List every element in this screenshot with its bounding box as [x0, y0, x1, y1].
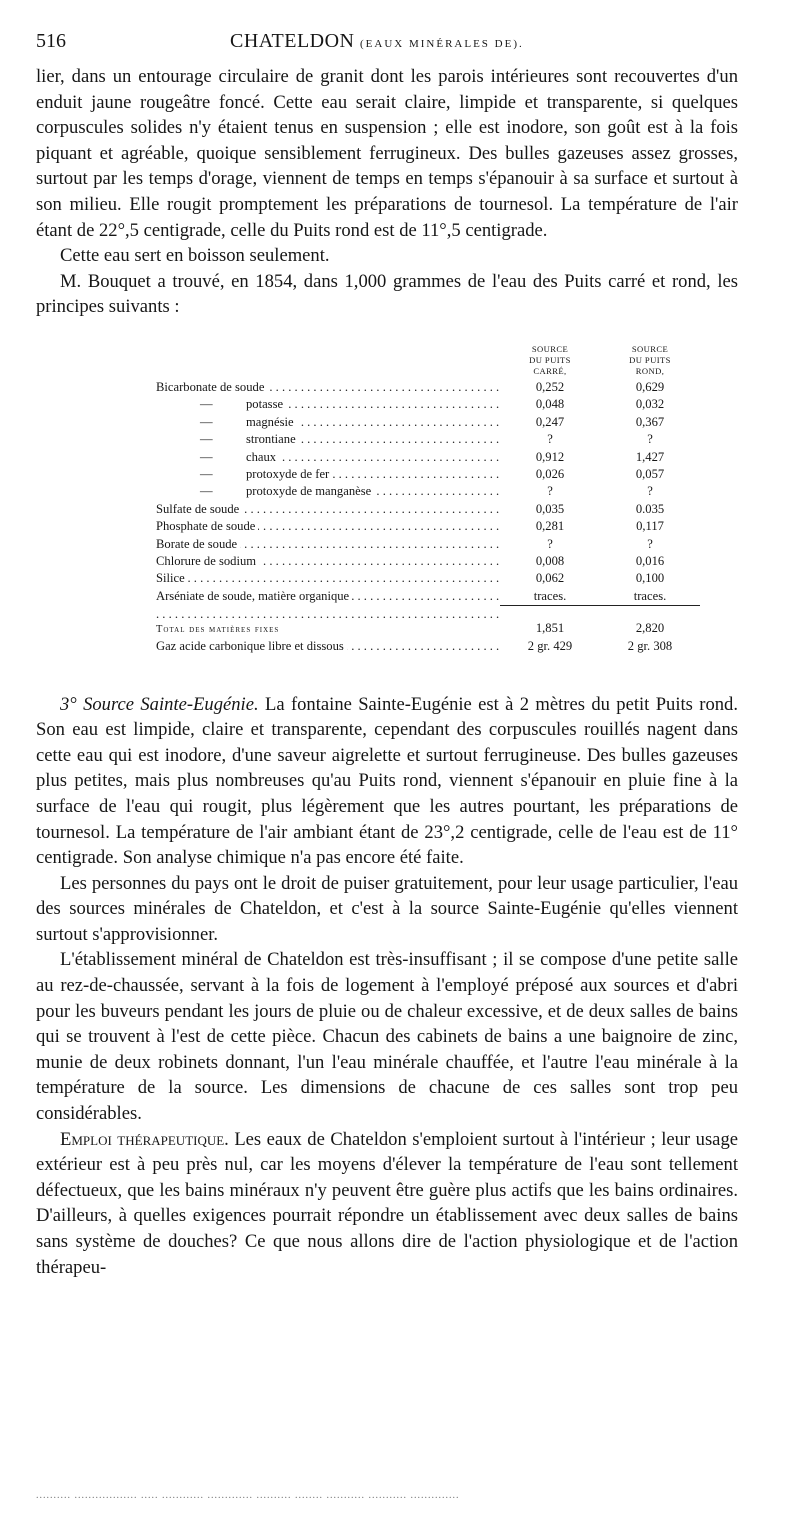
value-puits-carre: 0,281 [535, 519, 565, 534]
running-title [230, 30, 524, 53]
table-total-row [156, 606, 700, 638]
value-puits-carre: ? [547, 536, 553, 551]
value-puits-rond: ? [647, 432, 653, 447]
column-header-puits-carre: SOURCE DU PUITS CARRÉ, [529, 343, 571, 376]
running-title-sub: (EAUX MINÉRALES DE). [360, 38, 524, 50]
row-label-text: Silice [156, 571, 185, 586]
row-label-text: Borate de soude [156, 536, 238, 551]
value-puits-rond: 0,100 [635, 571, 665, 586]
row-label [156, 536, 500, 553]
value-puits-rond: 0.035 [635, 501, 665, 516]
paragraph-usage: Cette eau sert en boisson seulement. [60, 245, 330, 267]
row-label-text: potasse [246, 397, 284, 412]
row-label [156, 396, 500, 413]
row-label-text: protoxyde de fer [246, 466, 330, 481]
value-puits-rond: 2,820 [600, 606, 700, 638]
row-label [156, 466, 500, 483]
table-row [156, 431, 700, 448]
emploi-text: Les eaux de Chateldon s'emploient surtout à l'intérieur ; leur usage extérieur est à peu près nul, car les moyens d'élever la température de l'eau sont tellement défectueux, que les bains minéraux n'y peuvent être guère plus actifs que les bains ordinaires. D'ailleurs, à quelles exigences pourrait répondre un établissement avec deux salles de bains sans système de douches? Ce que nous allons dire de l'action physiologique et de l'action thérapeu- [36, 1128, 738, 1278]
value-puits-carre: 0,026 [535, 466, 565, 481]
row-label [156, 638, 500, 655]
ditto-dash: — [200, 466, 213, 481]
row-label-text: Gaz acide carbonique libre et dissous [156, 639, 344, 654]
value-puits-rond: 0,629 [635, 379, 665, 394]
running-title-main: CHATELDON [230, 30, 355, 52]
row-label-text: Sulfate de soude [156, 501, 240, 516]
value-puits-carre: 0,252 [535, 379, 565, 394]
table-row [156, 553, 700, 570]
row-label [156, 588, 500, 606]
table-body [156, 379, 700, 656]
table-row [156, 501, 700, 518]
value-puits-carre: 0,035 [535, 501, 565, 516]
row-label [156, 414, 500, 431]
value-puits-rond: 2 gr. 308 [627, 639, 673, 654]
table-row [156, 466, 700, 483]
value-puits-rond: 0,117 [636, 519, 664, 534]
ditto-dash: — [200, 432, 213, 447]
table-gas-row [156, 638, 700, 655]
ditto-dash: — [200, 414, 213, 429]
value-puits-carre: 0,048 [535, 397, 565, 412]
row-label-text: chaux [246, 449, 277, 464]
row-label-text: Bicarbonate de soude [156, 379, 265, 394]
paragraph-continuation: lier, dans un entourage circulaire de granit dont les parois intérieures sont recouvertes d'un enduit jaune rougeâtre foncé. Cette eau serait claire, limpide et transparente, si quelques corpuscules solides n'y étaient tenus en suspension ; elle est inodore, son goût est à la fois piquant et agréable, quoique sensiblement ferrugineux. Des bulles gazeuses assez grosses, surtout par les temps d'orage, viennent de temps en temps s'épanouir à sa surface et surtout à son milieu. Elle rougit promptement les préparations de tournesol. La température de l'air étant de 22°,5 centigrade, celle du Puits rond est de 11°,5 centigrade. [36, 66, 738, 241]
value-puits-carre: 0,912 [535, 449, 565, 464]
paragraph-analysis-intro: M. Bouquet a trouvé, en 1854, dans 1,000 grammes de l'eau des Puits carré et rond, les principes suivants : [36, 270, 738, 318]
section-sainte-eugenie [36, 692, 738, 871]
value-puits-rond: ? [647, 484, 653, 499]
row-label-text: Phosphate de soude [156, 519, 256, 534]
table-row [156, 379, 700, 396]
row-label [156, 570, 500, 587]
table-row [156, 396, 700, 413]
row-label [156, 431, 500, 448]
section-text: La fontaine Sainte-Eugénie est à 2 mètres du petit Puits rond. Son eau est limpide, claire et transparente, cependant des corpuscules rouillés nagent dans cette eau qui est inodore, d'une saveur aigrelette et surtout ferrugineuse. Des bulles gazeuses plus petites, mais plus nombreuses qu'au Puits rond, viennent s'épanouir en pluie fine à la surface de l'eau qui rougit, plus légèrement que les autres pourtant, les préparations de tournesol. La température de l'air ambiant étant de 23°,2 centigrade, celle de l'eau est de 11° centigrade. Son analyse chimique n'a pas encore été faite. [36, 693, 738, 869]
value-puits-rond: 0,032 [635, 397, 665, 412]
value-puits-rond: traces. [633, 588, 667, 603]
running-header [36, 30, 738, 64]
row-label [156, 501, 500, 518]
value-puits-rond: ? [647, 536, 653, 551]
row-label [156, 379, 500, 396]
value-puits-rond: 0,367 [635, 414, 665, 429]
row-label-text: magnésie [246, 414, 294, 429]
value-puits-carre: 0,247 [535, 414, 565, 429]
table-row [156, 449, 700, 466]
row-label [156, 483, 500, 500]
row-label-text: Arséniate de soude, matière organique [156, 589, 350, 604]
footer-rule: .......... .................. ..... ............ ............. .......... ........ ........... ........... .............. [36, 1490, 460, 1501]
value-puits-rond: 0,016 [635, 554, 665, 568]
value-puits-carre: 1,851 [500, 606, 600, 638]
row-label-text: strontiane [246, 432, 296, 447]
table-row [156, 414, 700, 431]
paragraph-etablissement: L'établissement minéral de Chateldon est très-insuffisant ; il se compose d'une petite salle au rez-de-chaussée, servant à la fois de logement à l'employé préposé aux sources et d'abri pour les buveurs pendant les jours de pluie ou de chaleur excessive, et de deux salles de bains qui se trouvent à l'est de cette pièce. Chacun des cabinets de bains a une baignoire de zinc, munie de deux robinets donnant, l'un l'eau minérale chauffée, et l'autre l'eau minérale à la température de la source. Les dimensions de chacune de ces salles sont trop peu considérables. [36, 949, 738, 1125]
emploi-heading: Emploi thérapeutique. [60, 1128, 229, 1150]
value-puits-carre: 0,062 [535, 571, 565, 586]
table-row [156, 588, 700, 606]
row-label-text: Chlorure de sodium [156, 554, 257, 568]
row-label-text: Total des matières fixes [156, 623, 280, 635]
value-puits-carre: ? [547, 432, 553, 447]
table-header-row [156, 344, 700, 379]
value-puits-carre: 0,008 [535, 554, 565, 568]
ditto-dash: — [200, 397, 213, 412]
row-label [156, 606, 500, 638]
table-row [156, 570, 700, 587]
row-label-text: protoxyde de manganèse [246, 484, 372, 499]
value-puits-carre: traces. [533, 588, 567, 603]
page-number: 516 [36, 30, 66, 52]
ditto-dash: — [200, 449, 213, 464]
value-puits-rond: 1,427 [635, 449, 665, 464]
value-puits-rond: 0,057 [635, 466, 665, 481]
section-heading: 3° Source Sainte-Eugénie. [60, 693, 259, 715]
analysis-table [156, 344, 700, 656]
row-label [156, 553, 500, 570]
ditto-dash: — [200, 484, 213, 499]
table-row [156, 536, 700, 553]
table-row [156, 518, 700, 535]
value-puits-carre: 2 gr. 429 [527, 639, 573, 654]
column-header-puits-rond: SOURCE DU PUITS ROND, [629, 343, 671, 376]
row-label [156, 518, 500, 535]
row-label [156, 449, 500, 466]
paragraph-puiser: Les personnes du pays ont le droit de puiser gratuitement, pour leur usage particulier, l'eau des sources minérales de Chateldon, et c'est à la source Sainte-Eugénie qu'elles viennent surtout s'approvisionner. [36, 872, 738, 945]
paragraph-emploi [36, 1127, 738, 1281]
value-puits-carre: ? [547, 484, 553, 499]
table-row [156, 483, 700, 500]
